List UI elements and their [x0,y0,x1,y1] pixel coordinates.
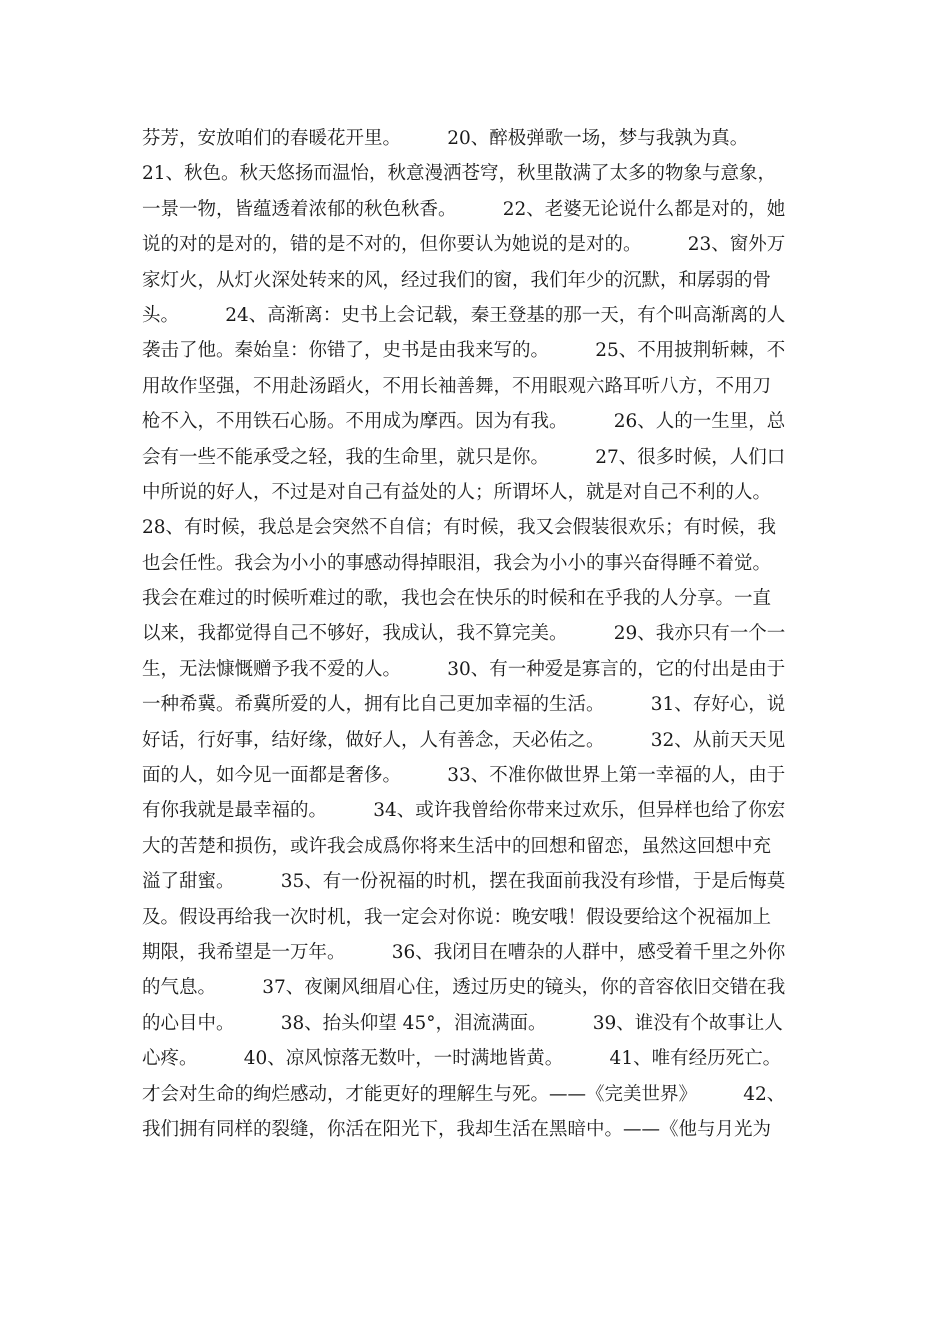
text-line: 28、有时候，我总是会突然不自信；有时候，我又会假装很欢乐；有时候，我 [142,517,777,539]
text-line: 期限，我希望是一万年。 36、我闭目在嘈杂的人群中，感受着千里之外你 [142,941,786,963]
text-line: 头。 24、高渐离：史书上会记载，秦王登基的那一天，有个叫高渐离的人 [142,304,786,326]
text-line: 有你我就是最幸福的。 34、或许我曾给你带来过欢乐，但异样也给了你宏 [142,800,786,822]
text-line: 的心目中。 38、抬头仰望 45°，泪流满面。 39、谁没有个故事让人 [142,1012,783,1034]
text-line: 一种希冀。希冀所爱的人，拥有比自己更加幸福的生活。 31、存好心，说 [142,694,786,716]
text-line: 枪不入，不用铁石心肠。不用成为摩西。因为有我。 26、人的一生里，总 [142,411,786,433]
text-line: 我会在难过的时候听难过的歌，我也会在快乐的时候和在乎我的人分享。一直 [142,588,772,610]
text-line: 袭击了他。秦始皇：你错了，史书是由我来写的。 25、不用披荆斩棘，不 [142,340,786,362]
text-line: 一景一物，皆蕴透着浓郁的秋色秋香。 22、老婆无论说什么都是对的，她 [142,198,786,220]
text-line: 也会任性。我会为小小的事感动得掉眼泪，我会为小小的事兴奋得睡不着觉。 [142,552,772,574]
text-line: 大的苦楚和损伤，或许我会成爲你将来生活中的回想和留恋，虽然这回想中充 [142,835,772,857]
text-line: 会有一些不能承受之轻，我的生命里，就只是你。 27、很多时候，人们口 [142,446,786,468]
text-line: 以来，我都觉得自己不够好，我成认，我不算完美。 29、我亦只有一个一 [142,623,786,645]
text-line: 21、秋色。秋天悠扬而温怡，秋意漫洒苍穹，秋里散满了太多的物象与意象， [142,163,777,185]
text-line: 心疼。 40、凉风惊落无数叶，一时满地皆黄。 41、唯有经历死亡。 [142,1048,782,1070]
text-line: 面的人，如今见一面都是奢侈。 33、不准你做世界上第一幸福的人，由于 [142,765,786,787]
body-text [142,121,822,1147]
text-line: 生，无法慷慨赠予我不爱的人。 30、有一种爱是寡言的，它的付出是由于 [142,658,786,680]
text-line: 芬芳，安放咱们的春暖花开里。 20、醉极弹歌一场，梦与我孰为真。 [142,128,749,149]
text-line: 中所说的好人，不过是对自己有益处的人；所谓坏人，就是对自己不利的人。 [142,481,772,503]
text-line: 我们拥有同样的裂缝，你活在阳光下，我却生活在黑暗中。——《他与月光为 [142,1118,772,1140]
text-line: 用故作坚强，不用赴汤蹈火，不用长袖善舞，不用眼观六路耳听八方，不用刀 [142,375,772,397]
text-line: 溢了甜蜜。 35、有一份祝福的时机，摆在我面前我没有珍惜，于是后悔莫 [142,871,786,893]
text-line: 及。假设再给我一次时机，我一定会对你说：晚安哦！假设要给这个祝福加上 [142,906,772,928]
text-line: 家灯火，从灯火深处转来的风，经过我们的窗，我们年少的沉默，和孱弱的骨 [142,269,772,291]
text-line: 好话，行好事，结好缘，做好人，人有善念，天必佑之。 32、从前天天见 [142,729,786,751]
text-line: 说的对的是对的，错的是不对的，但你要认为她说的是对的。 23、窗外万 [142,234,786,256]
text-line: 的气息。 37、夜阑风细眉心住，透过历史的镜头，你的音容依旧交错在我 [142,977,786,999]
text-line: 才会对生命的绚烂感动，才能更好的理解生与死。——《完美世界》 42、 [142,1083,786,1105]
